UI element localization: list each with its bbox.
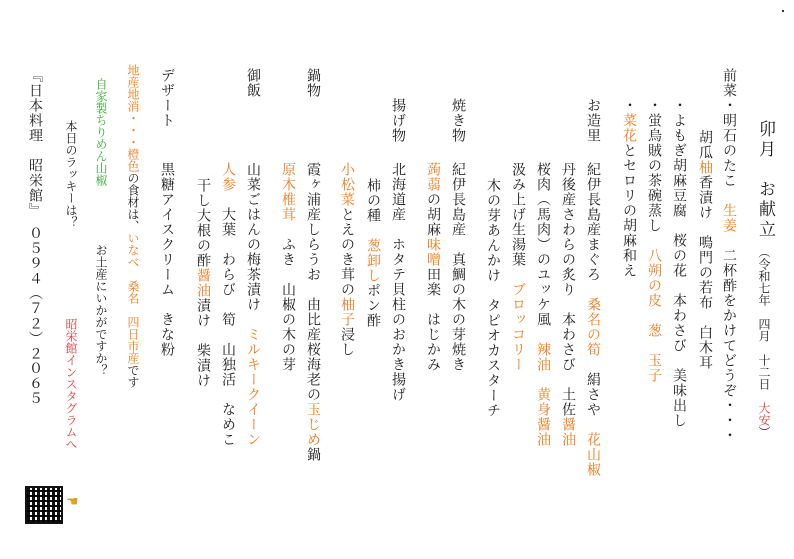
otsukuri-line-1: 紀伊長島産まぐろ 桑名の筍 絹さや 花山椒 — [585, 162, 601, 477]
otsukuri-line-5: 木の芽あんかけ タピオカスターチ — [485, 178, 501, 418]
local-note-line: 地産地消・・・橙色の食材は、いなべ 桑名 四日市産です — [126, 64, 140, 388]
otsukuri-line-4: 汲み上げ生湯葉 ブロッコリー — [510, 162, 526, 372]
zensai-line-4: ・蛍烏賊の茶碗蒸し 八朔の皮 葱 玉子 — [646, 98, 662, 383]
section-gohan-label: 御飯 — [245, 68, 261, 98]
otsukuri-line-2: 丹後産さわらの炙り 本わさび 土佐醤油 — [560, 162, 576, 447]
dessert-line-1: 黒糖アイスクリーム きな粉 — [159, 162, 175, 357]
lucky-question: 本日のラッキーは？ — [64, 120, 78, 228]
zensai-line-2: 胡瓜柚香漬け 鳴門の若布 白木耳 — [697, 130, 713, 370]
chirimen-sansho-label: 自家製ちりめん山椒 — [94, 78, 108, 186]
yakimono-line-2: 蒟蒻の胡麻味噌田楽 はじかみ — [425, 162, 441, 372]
section-agemono-label: 揚げ物 — [390, 98, 406, 143]
nabe-line-3: 原木椎茸 ふき 山椒の木の芽 — [280, 162, 296, 372]
section-dessert-label: デザート — [159, 68, 175, 128]
section-otsukuri-label: お造里 — [585, 98, 601, 143]
agemono-line-2: 柿の種 葱卸しポン酢 — [365, 178, 381, 328]
date-close: ） — [757, 426, 771, 438]
instagram-link[interactable]: 昭栄館インスタグラムへ — [64, 318, 78, 450]
nabe-line-1: 小松菜とえのき茸の柚子浸し — [339, 162, 355, 357]
otsukuri-line-3: 桜肉（馬肉）のユッケ風 辣油 黄身醤油 — [535, 162, 551, 447]
agemono-line-1: 北海道産 ホタテ貝柱のおかき揚げ — [390, 162, 406, 402]
restaurant-footer: 『日本料理 昭栄館』 ０５９４（７２）２０６５ — [27, 68, 43, 406]
menu-title: 卯月 お献立 — [755, 120, 775, 240]
menu-date — [758, 246, 770, 438]
gohan-line-2: 人参 大葉 わらび 筍 山独活 なめこ — [220, 162, 236, 447]
zensai-line-3: ・よもぎ胡麻豆腐 桜の花 本わさび 美味出し — [671, 98, 687, 428]
section-zensai-label: 前菜 — [721, 68, 737, 98]
qr-code-icon[interactable] — [25, 486, 63, 524]
nabe-line-2: 霞ヶ浦産しらうお 由比産桜海老の玉じめ鍋 — [305, 162, 321, 462]
omiyage-note: お土産にいかがですか？ — [94, 232, 108, 376]
section-nabe-label: 鍋物 — [305, 68, 321, 98]
date-rokuyo: 大安 — [757, 402, 771, 426]
pointing-hand-icon: ☚ — [66, 494, 79, 510]
gohan-line-3: 干し大根の酢醤油漬け 柴漬け — [195, 178, 211, 388]
date-open: （令和七年 四月 十二日 — [757, 246, 771, 402]
corner-dot — [782, 10, 784, 12]
yakimono-line-1: 紀伊長島産 真鯛の木の芽焼き — [450, 162, 466, 372]
section-yakimono-label: 焼き物 — [450, 98, 466, 143]
zensai-line-1: ・明石のたこ 生姜 二杯酢をかけてどうぞ・・・ — [721, 98, 737, 443]
zensai-line-5: ・菜花とセロリの胡麻和え — [621, 98, 637, 278]
gohan-line-1: 山菜ごはんの梅茶漬け ミルキークイーン — [245, 162, 261, 447]
